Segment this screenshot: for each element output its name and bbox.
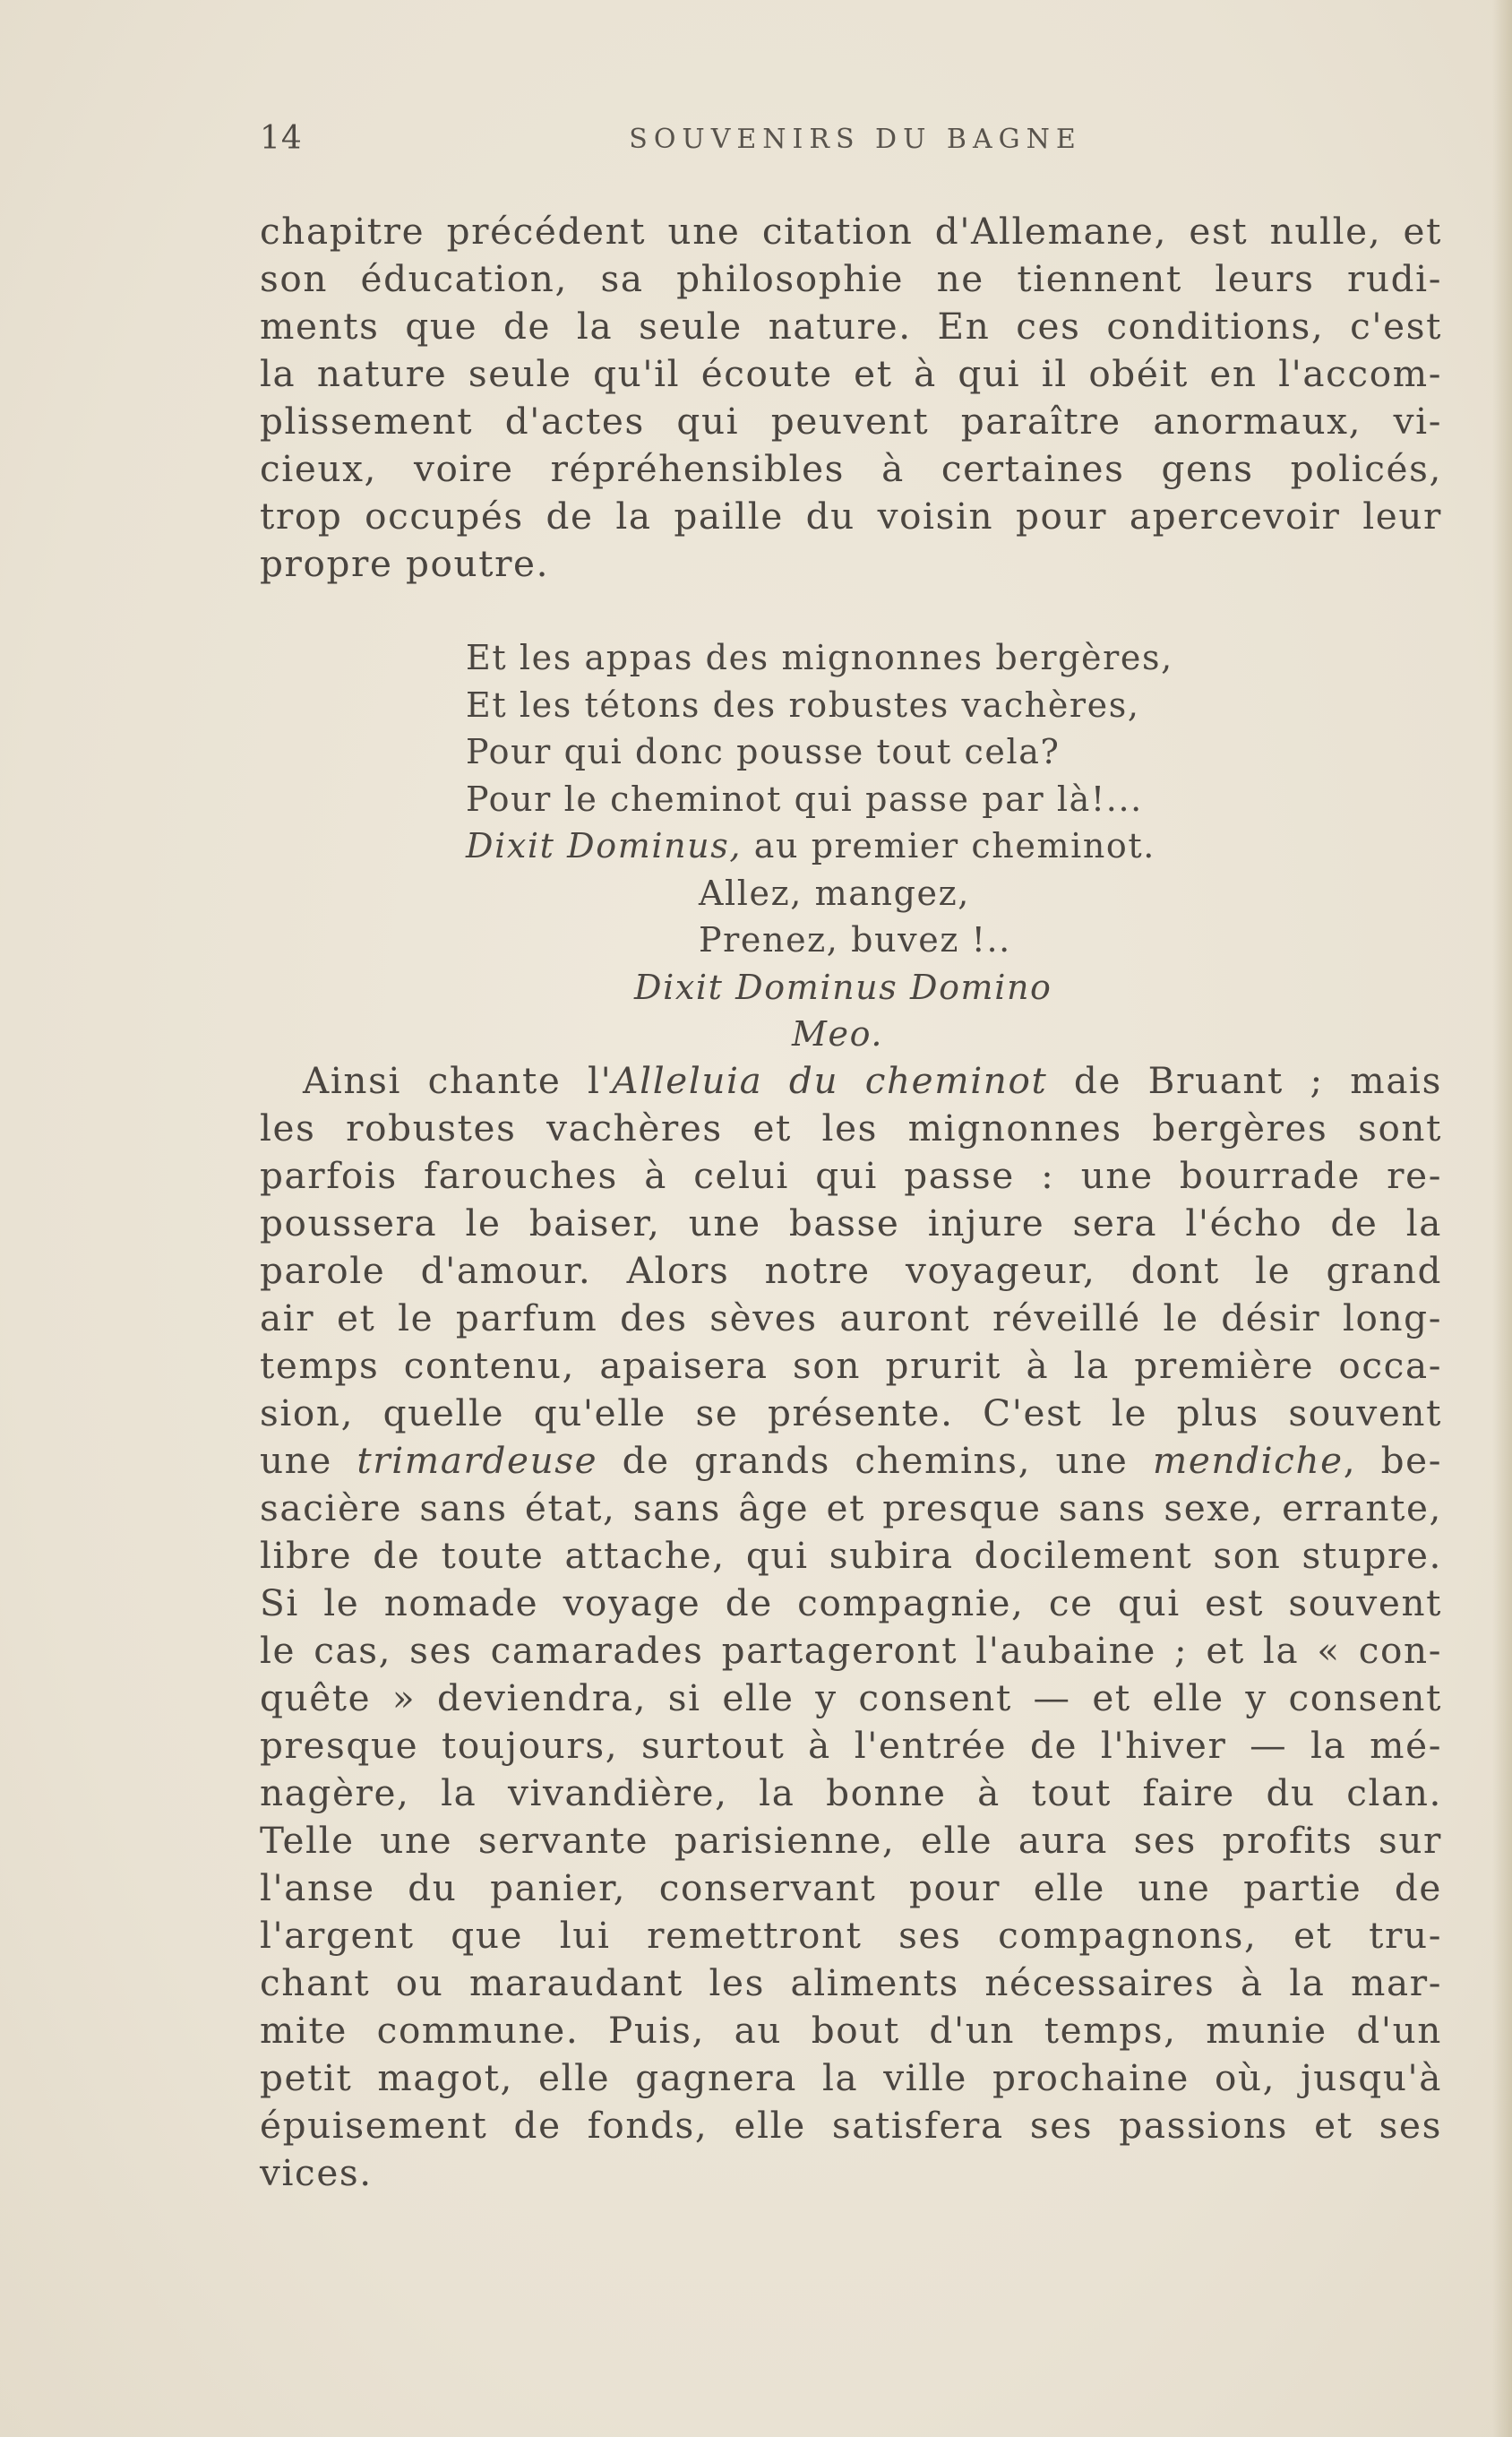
text-line: libre de toute attache, qui subira docilement son stupre. xyxy=(260,1534,1442,1577)
text-line: trop occupés de la paille du voisin pour apercevoir leur xyxy=(260,495,1442,538)
text-line: Si le nomade voyage de compagnie, ce qui est souvent xyxy=(260,1581,1442,1624)
paragraph-continued xyxy=(260,208,1442,588)
text-line: temps contenu, apaisera son prurit à la première occa- xyxy=(260,1344,1442,1387)
song-title: Alleluia du cheminot xyxy=(612,1059,1048,1102)
page-header xyxy=(260,120,1442,165)
text-line: quête » deviendra, si elle y consent — et elle y consent xyxy=(260,1676,1442,1719)
text-line: son éducation, sa philosophie ne tiennent leurs rudi- xyxy=(260,257,1442,300)
text-line: air et le parfum des sèves auront réveillé le désir long- xyxy=(260,1296,1442,1339)
page-edge-shadow xyxy=(1492,0,1512,2437)
poem-line: Pour qui donc pousse tout cela? xyxy=(466,732,1061,771)
text-line: petit magot, elle gagnera la ville prochaine où, jusqu'à xyxy=(260,2056,1442,2099)
text-line: le cas, ses camarades partageront l'aubaine ; et la « con- xyxy=(260,1629,1442,1672)
text-line: poussera le baiser, une basse injure sera l'écho de la xyxy=(260,1201,1442,1244)
text-line: parfois farouches à celui qui passe : une bourrade re- xyxy=(260,1154,1442,1197)
text-line: les robustes vachères et les mignonnes bergères sont xyxy=(260,1107,1442,1150)
text-line: chant ou maraudant les aliments nécessaires à la mar- xyxy=(260,1961,1442,2004)
italic-term: mendiche xyxy=(1152,1439,1344,1482)
text-line xyxy=(260,1437,1442,1485)
text-run: une xyxy=(260,1439,357,1482)
italic-term: trimardeuse xyxy=(357,1439,598,1482)
poem-line: Et les tétons des robustes vachères, xyxy=(466,685,1140,725)
text-run: , be- xyxy=(1343,1439,1442,1482)
quoted-poem xyxy=(466,634,1272,1058)
text-line: la nature seule qu'il écoute et à qui il obéit en l'accom- xyxy=(260,352,1442,395)
text-line: parole d'amour. Alors notre voyageur, dont le grand xyxy=(260,1249,1442,1292)
poem-line: Allez, mangez, xyxy=(699,873,970,913)
text-line: propre poutre. xyxy=(260,542,550,585)
poem-line xyxy=(466,1011,1272,1058)
poem-line: Prenez, buvez !.. xyxy=(699,920,1011,960)
text-line: chapitre précédent une citation d'Allemane, est nulle, et xyxy=(260,210,1442,253)
paragraph-main xyxy=(260,1057,1442,2197)
text-line: mite commune. Puis, au bout d'un temps, munie d'un xyxy=(260,2009,1442,2052)
text-line: vices. xyxy=(260,2151,373,2194)
poem-italic: Dixit Dominus, xyxy=(466,826,743,865)
text-line: plissement d'actes qui peuvent paraître anormaux, vi- xyxy=(260,400,1442,443)
page-number: 14 xyxy=(260,120,303,157)
text-line xyxy=(260,1057,1442,1105)
text-line: l'anse du panier, conservant pour elle une partie de xyxy=(260,1866,1442,1909)
text-line: ments que de la seule nature. En ces conditions, c'est xyxy=(260,305,1442,348)
poem-text: au premier cheminot. xyxy=(742,826,1155,865)
poem-italic: Dixit Dominus Domino xyxy=(634,967,1052,1007)
text-line: l'argent que lui remettront ses compagnons, et tru- xyxy=(260,1914,1442,1957)
text-line: cieux, voire répréhensibles à certaines gens policés, xyxy=(260,447,1442,490)
text-line: sacière sans état, sans âge et presque sans sexe, errante, xyxy=(260,1486,1442,1529)
text-line: presque toujours, surtout à l'entrée de l'hiver — la mé- xyxy=(260,1724,1442,1767)
text-line: sion, quelle qu'elle se présente. C'est le plus souvent xyxy=(260,1391,1442,1434)
text-run: de Bruant ; mais xyxy=(1047,1059,1442,1102)
text-line: nagère, la vivandière, la bonne à tout faire du clan. xyxy=(260,1771,1442,1814)
text-run: de grands chemins, une xyxy=(597,1439,1153,1482)
text-run: Ainsi chante l' xyxy=(303,1059,613,1102)
poem-line: Et les appas des mignonnes bergères, xyxy=(466,638,1173,677)
running-title: SOUVENIRS DU BAGNE xyxy=(629,124,1082,155)
text-line: Telle une servante parisienne, elle aura ses profits sur xyxy=(260,1819,1442,1862)
poem-line: Pour le cheminot qui passe par là!... xyxy=(466,779,1143,819)
poem-italic: Meo. xyxy=(792,1014,884,1054)
poem-line xyxy=(466,964,1272,1012)
text-line: épuisement de fonds, elle satisfera ses passions et ses xyxy=(260,2104,1442,2147)
poem-line xyxy=(466,822,1272,870)
